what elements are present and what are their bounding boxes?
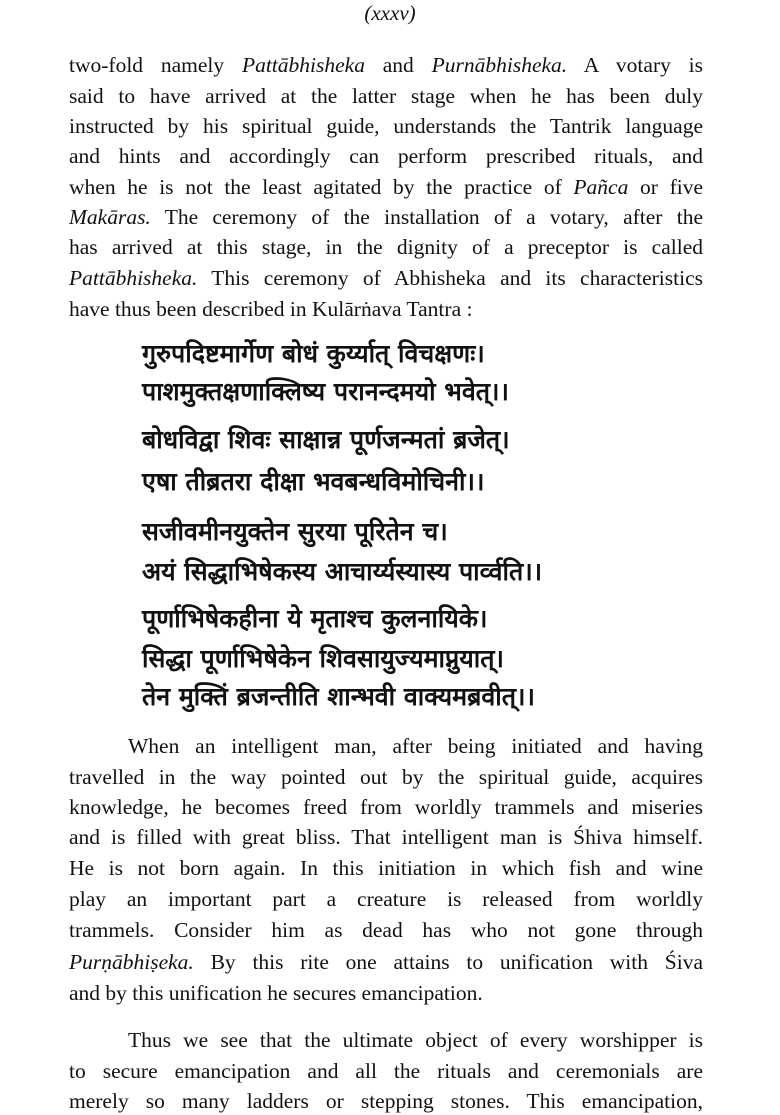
paragraph-line: and is filled with great bliss. That intelligent man is Śhiva himself.: [69, 825, 703, 849]
sanskrit-verse-line: सजीवमीनयुक्तेन सुरया पूरितेन च।: [142, 517, 448, 546]
paragraph-line: knowledge, he becomes freed from worldly trammels and miseries: [69, 795, 703, 819]
paragraph-line: and by this unification he secures emancipation.: [69, 981, 483, 1005]
sanskrit-verse-line: एषा तीब्रतरा दीक्षा भवबन्धविमोचिनी।।: [142, 467, 485, 496]
sanskrit-verse-line: सिद्धा पूर्णाभिषेकेन शिवसायुज्यमाप्नुयात्।: [142, 644, 504, 673]
paragraph-line: and hints and accordingly can perform prescribed rituals, and: [69, 144, 703, 168]
sanskrit-verse-line: गुरुपदिष्टमार्गेण बोधं कुर्य्यात् विचक्षणः।: [142, 339, 485, 368]
sanskrit-verse-line: तेन मुक्तिं ब्रजन्तीति शान्भवी वाक्यमब्रवीत्।।: [142, 682, 535, 711]
paragraph-line: two-fold namely Pattābhisheka and Purnābhisheka. A votary is: [69, 53, 704, 77]
paragraph-line: said to have arrived at the latter stage when he has been duly: [69, 84, 703, 108]
paragraph-line: to secure emancipation and all the rituals and ceremonials are: [69, 1059, 703, 1083]
paragraph-line: travelled in the way pointed out by the spiritual guide, acquires: [69, 765, 703, 789]
paragraph-line: when he is not the least agitated by the practice of Pañca or five: [69, 175, 703, 199]
paragraph-line: Purṇābhiṣeka. By this rite one attains to unification with Śiva: [69, 950, 703, 974]
sanskrit-verse-line: बोधविद्वा शिवः साक्षान्न पूर्णजन्मतां ब्रजेत्।: [142, 425, 510, 454]
page-number: (xxxv): [364, 1, 416, 25]
paragraph-line: trammels. Consider him as dead has who not gone through: [69, 918, 703, 942]
sanskrit-verse-line: पाशमुक्तक्षणाक्लिष्य परानन्दमयो भवेत्।।: [142, 377, 509, 406]
paragraph-line: have thus been described in Kulārṅava Tantra :: [69, 297, 473, 321]
sanskrit-verse-line: पूर्णाभिषेकहीना ये मृताश्च कुलनायिके।: [142, 604, 488, 633]
paragraph-line: has arrived at this stage, in the dignity of a preceptor is called: [69, 235, 703, 259]
paragraph-line: When an intelligent man, after being initiated and having: [128, 734, 703, 758]
paragraph-line: Makāras. The ceremony of the installation of a votary, after the: [69, 205, 703, 229]
paragraph-line: Thus we see that the ultimate object of every worshipper is: [128, 1028, 703, 1052]
sanskrit-verse-line: अयं सिद्धाभिषेकस्य आचार्य्यस्यास्य पार्व्वति।।: [142, 557, 543, 586]
paragraph-line: He is not born again. In this initiation in which fish and wine: [69, 856, 703, 880]
paragraph-line: Pattābhisheka. This ceremony of Abhisheka and its characteristics: [69, 266, 703, 290]
paragraph-line: instructed by his spiritual guide, understands the Tantrik language: [69, 114, 703, 138]
paragraph-line: merely so many ladders or stepping stones. This emancipation,: [69, 1089, 703, 1113]
paragraph-line: play an important part a creature is released from worldly: [69, 887, 703, 911]
